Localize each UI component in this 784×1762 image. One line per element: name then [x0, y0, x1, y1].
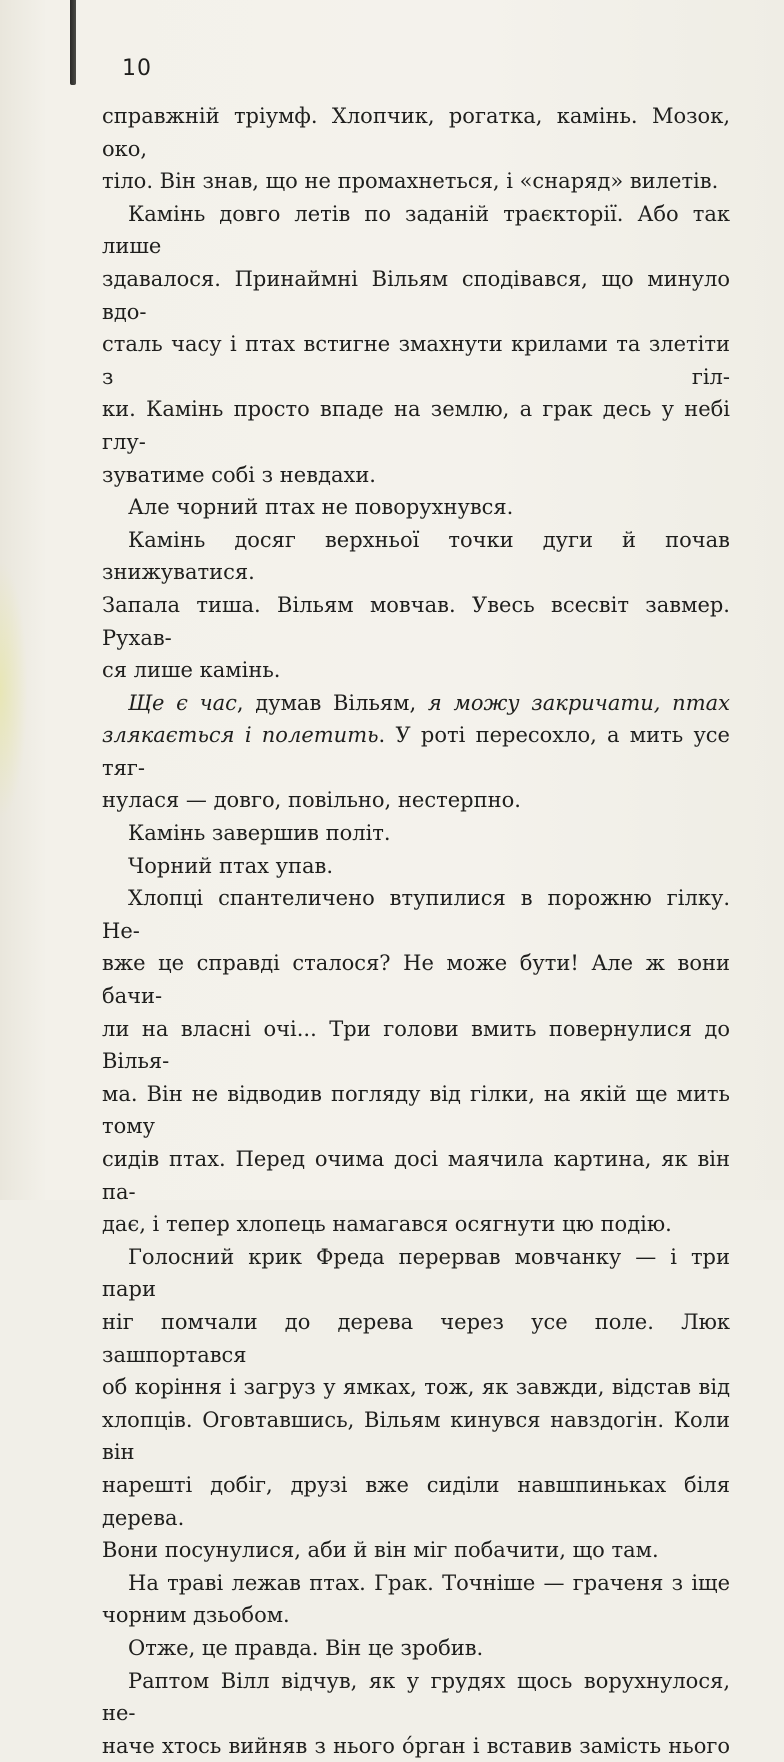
text-segment: , думав Вільям, — [236, 690, 428, 715]
text-line: зуватиме собі з невдахи. — [102, 462, 376, 487]
text-line: ки. Камінь просто впаде на землю, а грак десь у небі глу- — [102, 397, 730, 454]
text-line: Камінь досяг верхньої точки дуги й почав знижуватися. — [102, 527, 730, 585]
text-line: Запала тиша. Вільям мовчав. Увесь всесвіт завмер. Рухав- — [102, 592, 730, 650]
text-line: Чорний птах упав. — [128, 853, 334, 878]
text-line: сидів птах. Перед очима досі маячила картина, як він па- — [102, 1147, 730, 1204]
text-line: справжній тріумф. Хлопчик, рогатка, камінь. Мозок, око, — [102, 104, 730, 161]
text-line: нулася — довго, повільно, нестерпно. — [102, 788, 521, 813]
text-line: Вони посунулися, аби й він міг побачити, що там. — [102, 1538, 659, 1563]
text-segment: . У роті пересохло, а мить усе тяг- — [102, 723, 730, 780]
text-line: ма. Він не відводив погляду від гілки, на якій ще мить тому — [102, 1081, 730, 1139]
text-line — [102, 687, 730, 720]
text-line: нарешті добіг, друзі вже сиділи навшпиньках біля дерева. — [102, 1472, 730, 1530]
text-line: наче хтось вийняв з нього óрган і вставив замість нього — [102, 1733, 730, 1758]
text-line: ся лише камінь. — [102, 658, 281, 683]
italic-text-segment: Ще є час — [128, 690, 237, 715]
text-line: сталь часу і птах встигне змахнути крилами та злетіти з гіл- — [102, 332, 730, 389]
text-line: Отже, це правда. Він це зробив. — [128, 1635, 484, 1660]
text-line: Камінь завершив політ. — [128, 821, 391, 846]
text-line: Але чорний птах не поворухнувся. — [128, 495, 514, 520]
text-line: ли на власні очі... Три голови вмить повернулися до Вілья- — [102, 1016, 730, 1074]
text-line: вже це справді сталося? Не може бути! Але ж вони бачи- — [102, 951, 730, 1009]
text-line: Голосний крик Фреда перервав мовчанку — і три пари — [102, 1244, 730, 1302]
text-line: чорним дзьобом. — [102, 1603, 290, 1628]
text-line: тіло. Він знав, що не промахнеться, і «снаряд» вилетів. — [102, 169, 719, 194]
text-line: об коріння і загруз у ямках, тож, як завжди, відстав від — [102, 1375, 730, 1400]
text-line: здавалося. Принаймні Вільям сподівався, що минуло вдо- — [102, 266, 730, 324]
text-line: На траві лежав птах. Грак. Точніше — граченя з іще — [128, 1570, 730, 1595]
text-line: Камінь довго летів по заданій траєкторії. Або так лише — [102, 201, 730, 259]
text-line: Хлопці спантеличено втупилися в порожню гілку. Не- — [102, 886, 730, 943]
text-line: Раптом Вілл відчув, як у грудях щось ворухнулося, не- — [102, 1668, 730, 1726]
body-text — [102, 100, 730, 1762]
page-light-glare — [0, 560, 28, 820]
book-binding-edge — [70, 0, 76, 85]
page-number: 10 — [122, 56, 152, 81]
italic-text-segment: злякається і полетить — [102, 723, 379, 748]
italic-text-segment: я можу закричати, птах — [427, 690, 730, 715]
text-line: хлопців. Оговтавшись, Вільям кинувся навздогін. Коли він — [102, 1407, 730, 1465]
text-line — [102, 719, 730, 784]
text-line: ніг помчали до дерева через усе поле. Люк зашпортався — [102, 1309, 730, 1367]
text-line: дає, і тепер хлопець намагався осягнути цю подію. — [102, 1212, 672, 1237]
